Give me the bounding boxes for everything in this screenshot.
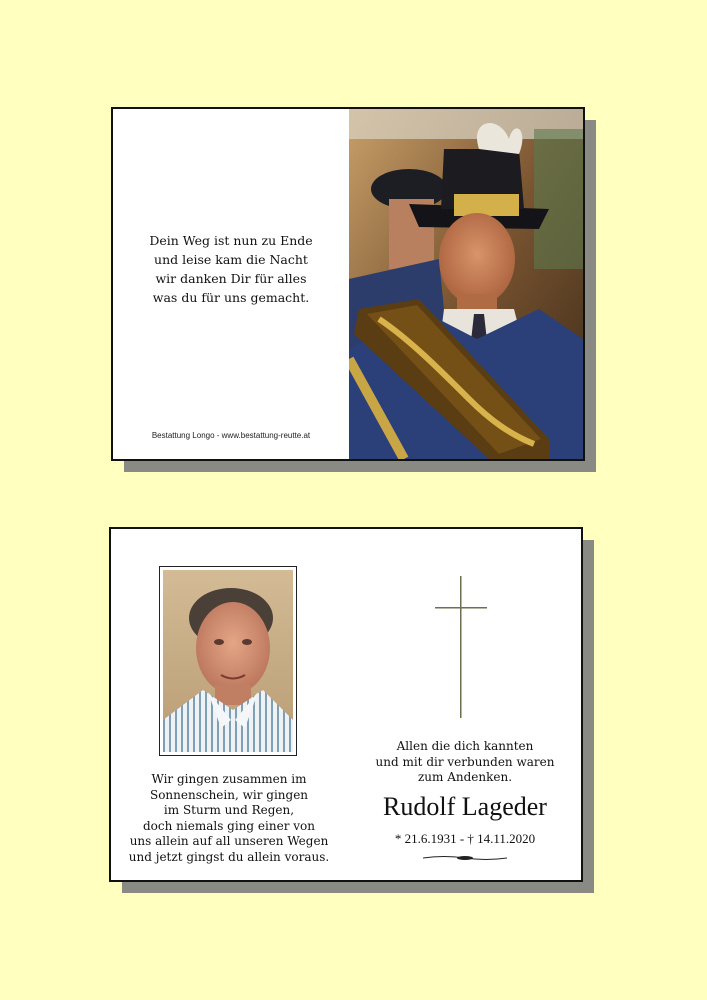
front-poem <box>113 231 349 307</box>
back-poem <box>111 772 347 865</box>
remembrance-line: Allen die dich kannten <box>396 739 534 753</box>
front-poem-line: Dein Weg ist nun zu Ende <box>149 233 313 248</box>
cross-icon <box>431 576 491 718</box>
photo-band-uniform-image <box>349 109 583 459</box>
back-poem-line: und jetzt gingst du allein voraus. <box>128 849 330 864</box>
back-poem-line: uns allein auf all unseren Wegen <box>129 834 329 848</box>
back-poem-line: im Sturm und Regen, <box>163 803 295 817</box>
back-poem-line: doch niemals ging einer von <box>143 818 315 833</box>
remembrance-line: zum Andenken. <box>417 770 513 784</box>
card-back <box>109 527 583 882</box>
front-poem-line: und leise kam die Nacht <box>154 252 308 267</box>
remembrance-line: und mit dir verbunden waren <box>375 754 555 769</box>
life-dates: * 21.6.1931 - † 14.11.2020 <box>394 831 536 846</box>
back-poem-line: Wir gingen zusammen im <box>151 772 307 786</box>
portrait-photo <box>163 570 293 752</box>
front-poem-line: wir danken Dir für alles <box>155 271 307 286</box>
photo-band-uniform <box>349 109 583 459</box>
remembrance-text <box>347 739 583 786</box>
portrait-frame <box>159 566 297 756</box>
card-front <box>111 107 585 461</box>
funeral-home-credit: Bestattung Longo - www.bestattung-reutte.at <box>151 431 311 440</box>
front-poem-line: was du für uns gemacht. <box>152 290 310 305</box>
ornament-divider-icon <box>423 854 507 862</box>
deceased-name: Rudolf Lageder <box>383 792 547 821</box>
back-poem-line: Sonnenschein, wir gingen <box>149 787 309 802</box>
